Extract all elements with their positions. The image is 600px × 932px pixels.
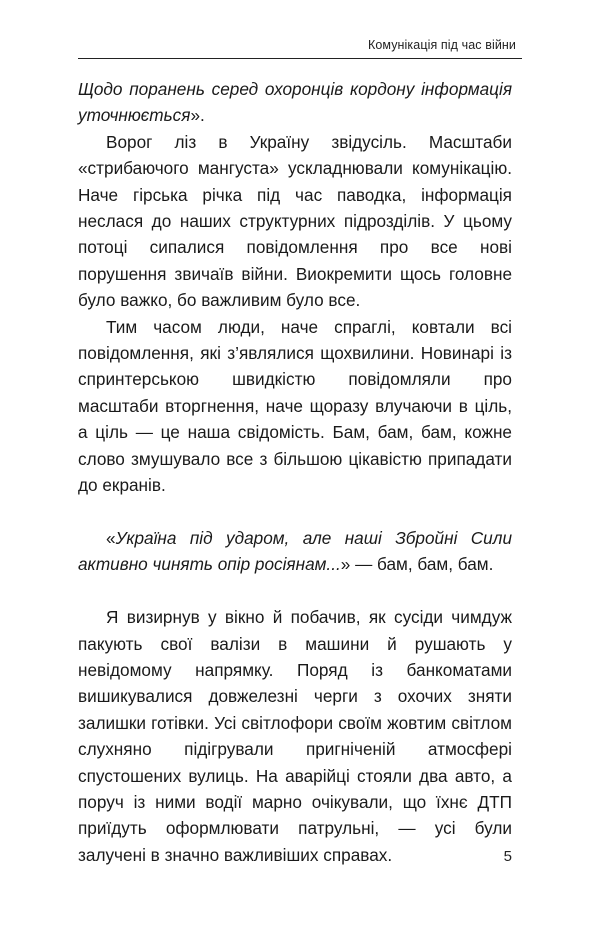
quote-close-bam: » — бам, бам, бам. bbox=[340, 554, 494, 575]
page-number: 5 bbox=[503, 848, 512, 865]
running-header: Комунікація під час війни bbox=[367, 38, 516, 52]
italic-news-quote: Україна під ударом, але наші Збройні Сили активно чинять опір росіянам... bbox=[78, 527, 512, 575]
quote-close: ». bbox=[190, 105, 205, 126]
header-rule bbox=[78, 58, 522, 59]
quote-open: « bbox=[106, 527, 116, 548]
italic-quote-continuation: Щодо поранень серед охоронців кордону інформація уточнюється bbox=[78, 79, 512, 126]
paragraph-1 bbox=[78, 76, 512, 129]
body-text bbox=[78, 76, 512, 868]
paragraph-3: Тим часом люди, наче спраглі, ковтали всі повідомлення, які з’являлися щохвилини. Новинарі із спринтерською швидкістю повідомляли про масштаби вторгнення, наче щоразу влучаючи в ціль, а ціль — це наша свідомість. Бам, бам, бам, кожне слово змушувало все з більшою цікавістю припадати до екранів. bbox=[78, 316, 512, 496]
paragraph-4-news-quote bbox=[78, 525, 512, 578]
paragraph-5: Я визирнув у вікно й побачив, як сусіди чимдуж пакують свої валізи в машини й рушають у невідомому напрямку. Поряд із банкоматами вишикувалися довжелезні черги з охочих зняти залишки готівки. Усі світлофори своїм жовтим світлом слухняно підігрували пригніченій атмосфері спустошених вулиць. На аварійці стояли два авто, а поруч із ними водії марно очікували, що їхнє ДТП приїдуть оформлювати патрульні, — усі були залучені в значно важливіших справах. bbox=[78, 607, 512, 865]
paragraph-2: Ворог ліз в Україну звідусіль. Масштаби «стрибаючого мангуста» ускладнювали комунікацію. Наче гірська річка під час паводка, інформація неслася до наших структурних підрозділів. У цьому потоці сипалися повідомлення про все нові порушення звичаїв війни. Виокремити щось головне було важко, бо важливим було все. bbox=[78, 131, 512, 311]
